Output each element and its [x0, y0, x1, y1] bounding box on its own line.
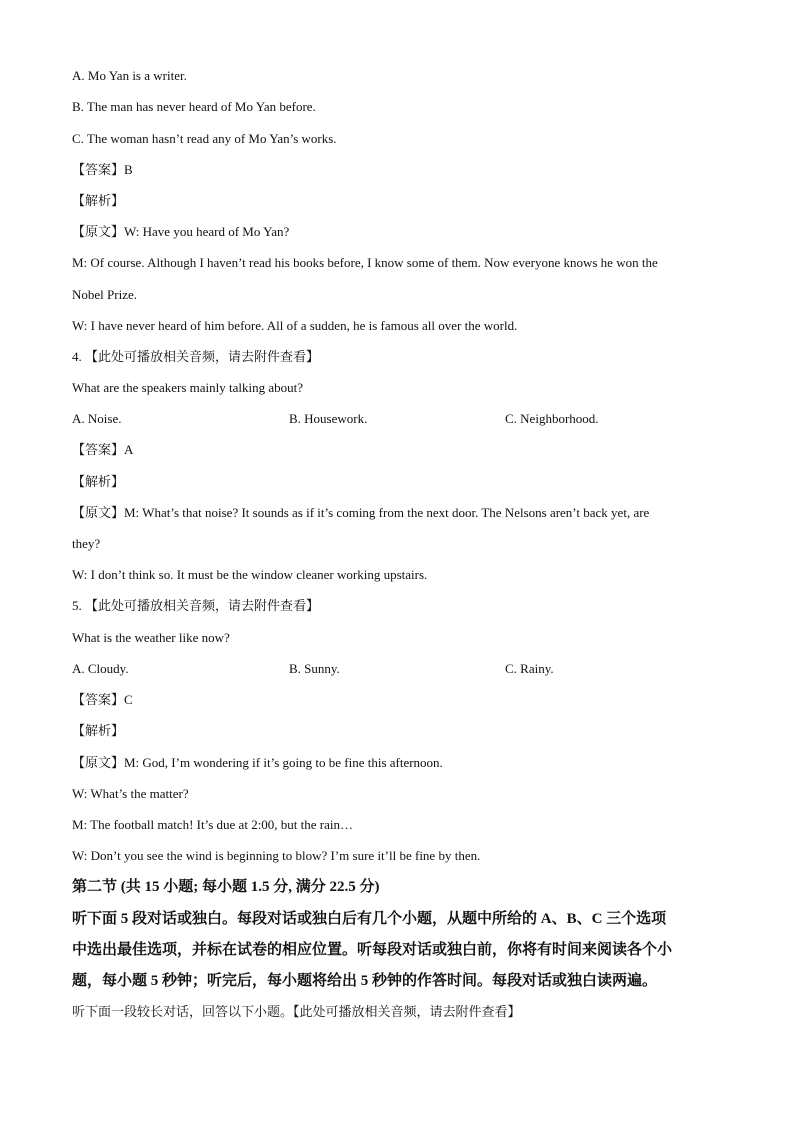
q4-heading: 4. 【此处可播放相关音频，请去附件查看】 — [72, 349, 320, 364]
q4-answer: 【答案】A — [72, 442, 134, 457]
q5-transcript-line: M: The football match! It’s due at 2:00, but the rain… — [72, 817, 354, 832]
q3-transcript-line: M: Of course. Although I haven’t read his books before, I know some of them. Now everyone knows he won the — [72, 255, 658, 270]
q3-option-b: B. The man has never heard of Mo Yan before. — [72, 99, 316, 114]
q4-transcript-line: 【原文】M: What’s that noise? It sounds as if it’s coming from the next door. The Nelsons aren’t back yet, are — [72, 505, 650, 520]
q5-analysis-label: 【解析】 — [72, 723, 125, 738]
q3-option-c: C. The woman hasn’t read any of Mo Yan’s works. — [72, 131, 337, 146]
q4-question: What are the speakers mainly talking about? — [72, 380, 304, 395]
q5-question: What is the weather like now? — [72, 630, 230, 645]
q5-transcript-line: W: What’s the matter? — [72, 786, 189, 801]
q3-option-a: A. Mo Yan is a writer. — [72, 68, 187, 83]
q4-option-a: A. Noise. — [72, 411, 122, 426]
q3-transcript-line: Nobel Prize. — [72, 287, 137, 302]
q4-transcript-line: they? — [72, 536, 101, 551]
q3-transcript-line: W: I have never heard of him before. All of a sudden, he is famous all over the world. — [72, 318, 518, 333]
q5-option-b: B. Sunny. — [289, 661, 340, 676]
q5-transcript-line: W: Don’t you see the wind is beginning to blow? I’m sure it’ll be fine by then. — [72, 848, 481, 863]
section2-instruction: 题，每小题 5 秒钟；听完后，每小题将给出 5 秒钟的作答时间。每段对话或独白读两遍。 — [72, 973, 658, 989]
q4-analysis-label: 【解析】 — [72, 474, 125, 489]
q5-answer: 【答案】C — [72, 692, 133, 707]
q3-answer: 【答案】B — [72, 162, 133, 177]
section2-note: 听下面一段较长对话，回答以下小题。【此处可播放相关音频，请去附件查看】 — [72, 1004, 521, 1019]
q5-option-a: A. Cloudy. — [72, 661, 129, 676]
q4-transcript-line: W: I don’t think so. It must be the window cleaner working upstairs. — [72, 567, 428, 582]
section2-instruction: 听下面 5 段对话或独白。每段对话或独白后有几个小题，从题中所给的 A、B、C 三个选项 — [72, 911, 667, 927]
q4-option-b: B. Housework. — [289, 411, 368, 426]
q5-transcript-line: 【原文】M: God, I’m wondering if it’s going to be fine this afternoon. — [72, 755, 443, 770]
section2-instruction: 中选出最佳选项，并标在试卷的相应位置。听每段对话或独白前，你将有时间来阅读各个小 — [72, 942, 673, 958]
q5-option-c: C. Rainy. — [505, 661, 554, 676]
section2-title: 第二节 (共 15 小题; 每小题 1.5 分, 满分 22.5 分) — [72, 879, 380, 895]
q3-analysis-label: 【解析】 — [72, 193, 125, 208]
q4-option-c: C. Neighborhood. — [505, 411, 599, 426]
q5-heading: 5. 【此处可播放相关音频，请去附件查看】 — [72, 598, 320, 613]
q3-transcript-line: 【原文】W: Have you heard of Mo Yan? — [72, 224, 290, 239]
